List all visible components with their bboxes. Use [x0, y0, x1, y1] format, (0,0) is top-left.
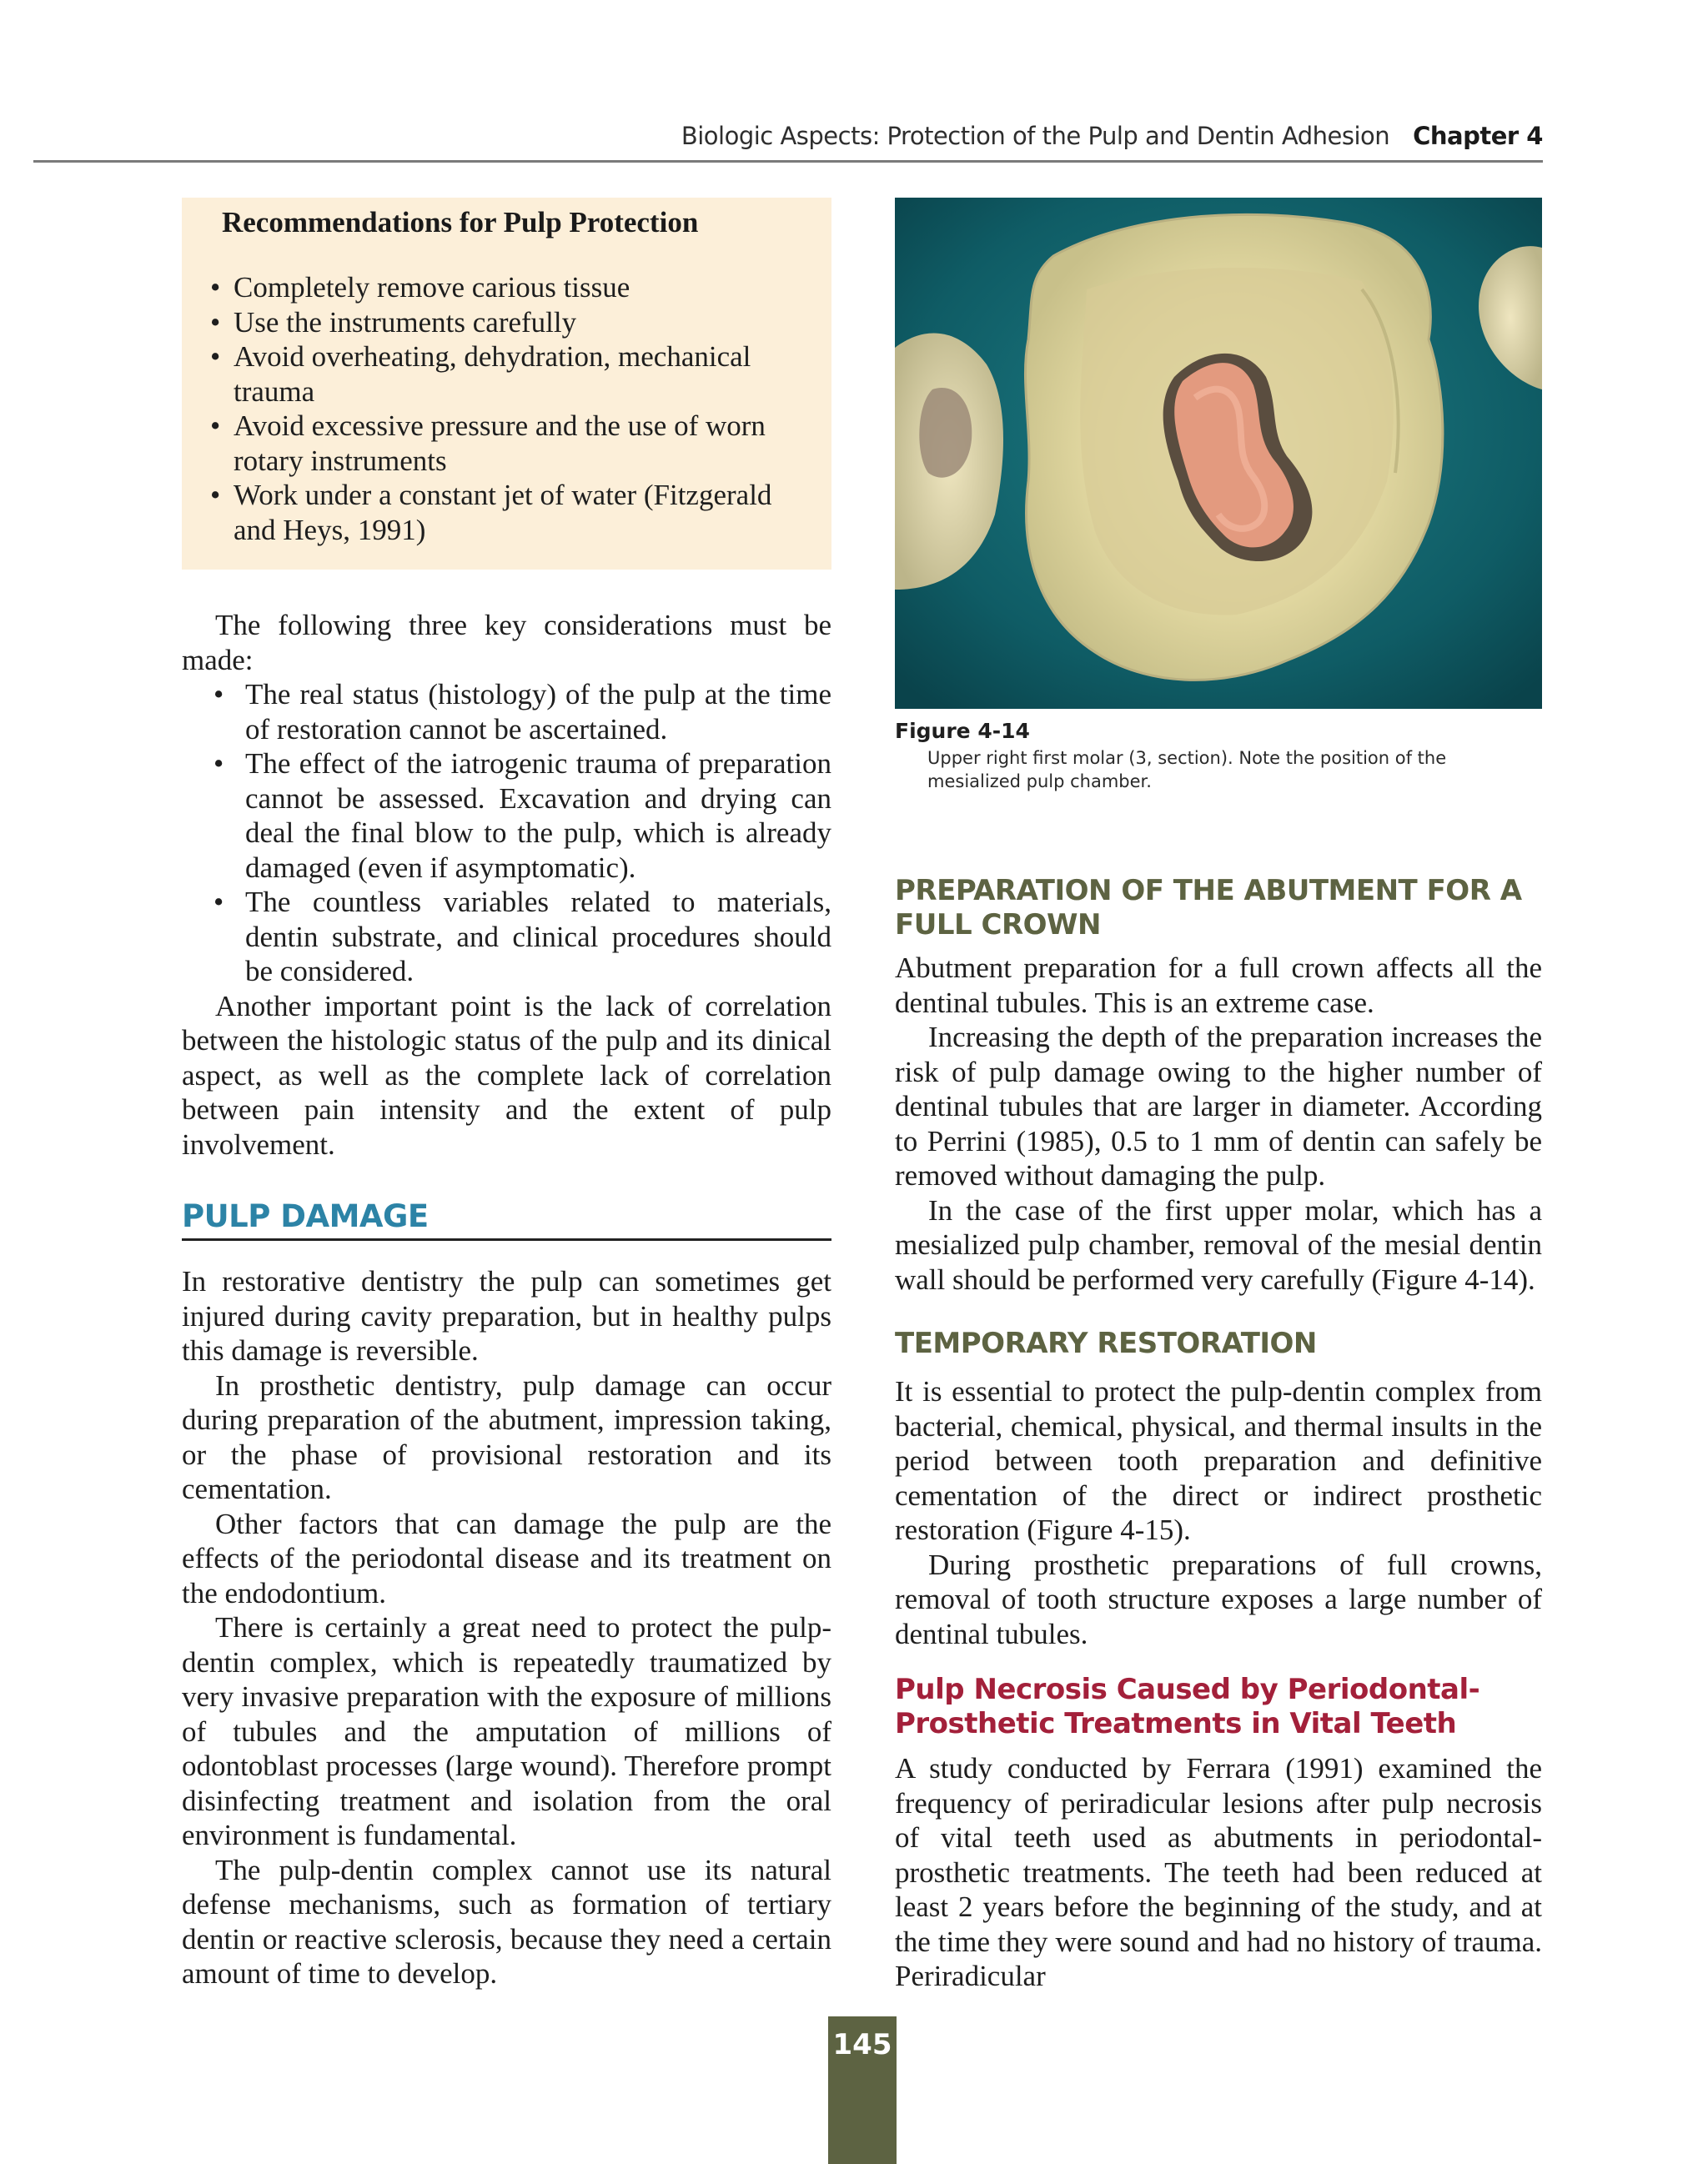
paragraph: Abutment preparation for a full crown affects all the dentinal tubules. This is an extreme case.: [895, 951, 1542, 1019]
temporary-restoration-section: [895, 1327, 1542, 1651]
figure-label: Figure 4-14: [895, 719, 1030, 743]
list-item: • The real status (histology) of the pulp at the time of restoration cannot be ascertained.: [182, 677, 831, 746]
paragraph: The pulp-dentin complex cannot use its natural defense mechanisms, such as formation of tertiary dentin or reactive sclerosis, because they need a certain amount of time to develop.: [182, 1853, 831, 1990]
paragraph: Other factors that can damage the pulp are the effects of the periodontal disease and its treatment on the endodontium.: [182, 1507, 831, 1609]
recommendations-list: [195, 270, 812, 547]
pulp-damage-section: [182, 1198, 831, 1991]
paragraph: In restorative dentistry the pulp can sometimes get injured during cavity preparation, but in healthy pulps this damage is reversible.: [182, 1265, 831, 1367]
paragraph: In the case of the first upper molar, which has a mesialized pulp chamber, removal of the mesial dentin wall should be performed very carefully (Figure 4-14).: [895, 1193, 1542, 1296]
section-heading-rule: [182, 1198, 831, 1241]
subsection-heading: Pulp Necrosis Caused by Periodontal-Prosthetic Treatments in Vital Teeth: [895, 1673, 1480, 1740]
section-heading: PULP DAMAGE: [182, 1198, 429, 1234]
paragraph: Another important point is the lack of correlation between the histologic status of the pulp and its dinical aspect, as well as the complete lack of correlation between pain intensity and the extent of pulp involvement.: [182, 989, 831, 1161]
paragraph: In prosthetic dentistry, pulp damage can occur during preparation of the abutment, impression taking, or the phase of provisional restoration and its cementation.: [182, 1368, 831, 1505]
considerations-list: [182, 677, 831, 989]
recommendations-box: [182, 198, 831, 570]
running-header: [33, 122, 1543, 163]
figure-caption: Upper right first molar (3, section). Note the position of the mesialized pulp chamber.: [927, 748, 1447, 791]
list-item: • Avoid overheating, dehydration, mechanical trauma: [195, 339, 812, 409]
paragraph: It is essential to protect the pulp-dentin complex from bacterial, chemical, physical, and thermal insults in the period between tooth preparation and definitive cementation of the direct or indirect prosthetic restoration (Figure 4-15).: [895, 1375, 1542, 1546]
molar-section-photo: [895, 198, 1542, 709]
page-number-tab: [828, 2016, 897, 2164]
list-item: • Work under a constant jet of water (Fitzgerald and Heys, 1991): [195, 478, 812, 547]
abutment-section: [895, 874, 1542, 1297]
list-item: • Use the instruments carefully: [195, 305, 812, 340]
pulp-necrosis-section: [895, 1673, 1542, 1994]
section-heading: PREPARATION OF THE ABUTMENT FOR A FULL CROWN: [895, 874, 1522, 941]
page-number: 145: [832, 2028, 892, 2061]
left-column-top: [182, 608, 831, 1162]
header-text: [681, 122, 1543, 150]
paragraph: There is certainly a great need to protect the pulp-dentin complex, which is repeatedly traumatized by very invasive preparation with the exposure of millions of tubules and the amputation of millions of odontoblast processes (large wound). Therefore prompt disinfecting treatment and isolation from the oral environment is fundamental.: [182, 1611, 831, 1851]
list-item: • Avoid excessive pressure and the use of worn rotary instruments: [195, 409, 812, 478]
paragraph: Increasing the depth of the preparation increases the risk of pulp damage owing to the higher number of dentinal tubules that are larger in diameter. According to Perrini (1985), 0.5 to 1 mm of dentin can safely be removed without damaging the pulp.: [895, 1021, 1542, 1192]
list-item: • The countless variables related to materials, dentin substrate, and clinical procedures should be considered.: [182, 885, 831, 989]
list-item: • Completely remove carious tissue: [195, 270, 812, 305]
section-heading: TEMPORARY RESTORATION: [895, 1327, 1317, 1360]
intro-paragraph: The following three key considerations must be made:: [182, 609, 831, 676]
list-item: • The effect of the iatrogenic trauma of preparation cannot be assessed. Excavation and drying can deal the final blow to the pulp, which is already damaged (even if asymptomatic).: [182, 746, 831, 885]
chapter-label: Chapter 4: [1413, 122, 1543, 150]
paragraph: A study conducted by Ferrara (1991) examined the frequency of periradicular lesions after pulp necrosis of vital teeth used as abutments in periodontal-prosthetic treatments. The teeth had been reduced at least 2 years before the beginning of the study, and at the time they were sound and had no history of trauma. Periradicular: [895, 1752, 1542, 1992]
box-title: Recommendations for Pulp Protection: [222, 206, 699, 238]
figure-image: [895, 198, 1542, 709]
paragraph: During prosthetic preparations of full crowns, removal of tooth structure exposes a large number of dentinal tubules.: [895, 1548, 1542, 1650]
running-title: Biologic Aspects: Protection of the Pulp and Dentin Adhesion: [681, 122, 1390, 150]
